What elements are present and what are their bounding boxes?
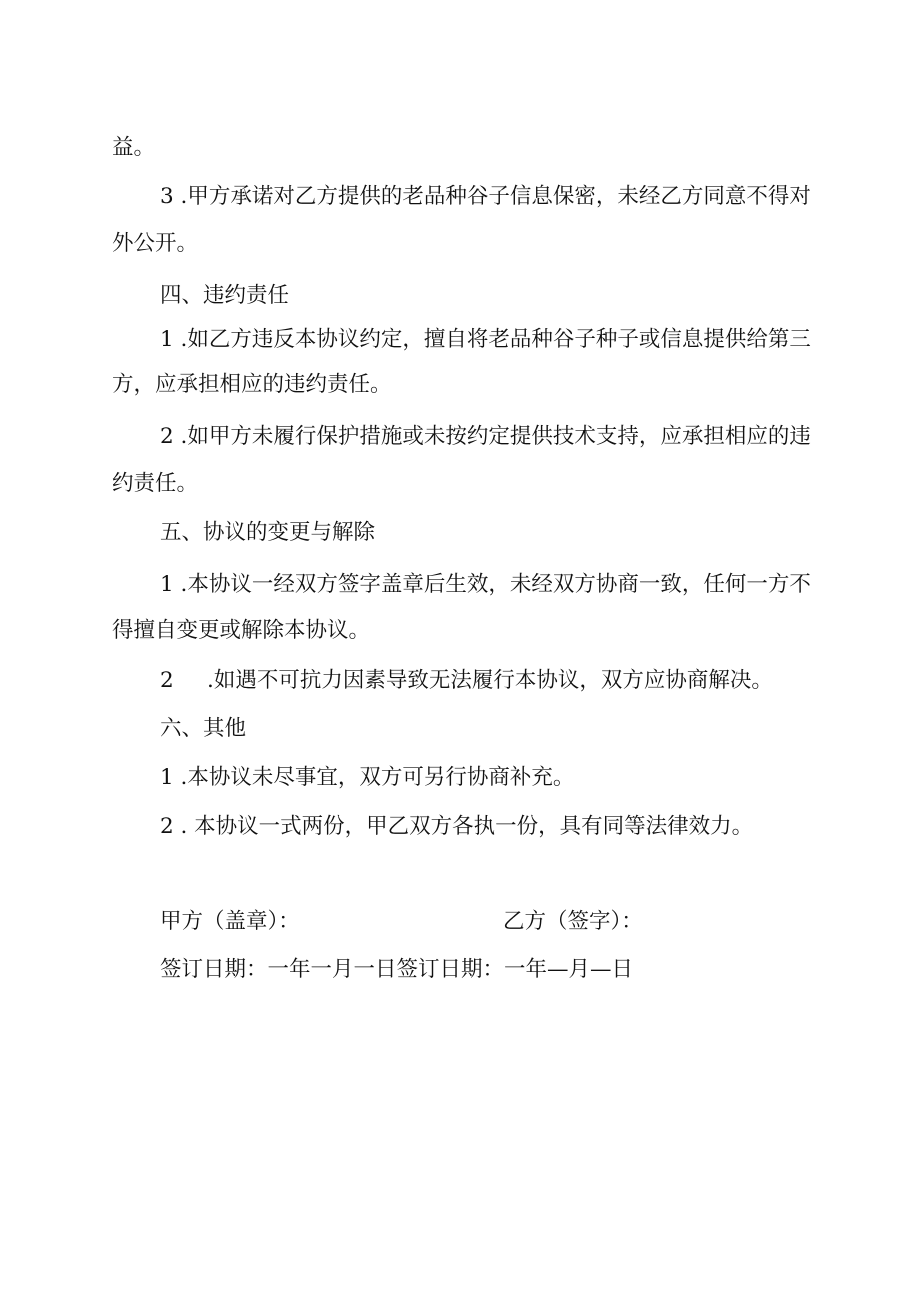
section-5-heading: 五、协议的变更与解除	[160, 520, 376, 545]
previous-clause-tail: 益。	[112, 135, 156, 160]
section-5-item-1-line-1: 1 .本协议一经双方签字盖章后生效，未经双方协商一致，任何一方不	[160, 572, 811, 597]
section-4-item-1-line-1: 1 .如乙方违反本协议约定，擅自将老品种谷子种子或信息提供给第三	[160, 327, 811, 352]
section-5-item-1-line-2: 得擅自变更或解除本协议。	[112, 618, 371, 643]
clause-3-line-2: 外公开。	[112, 231, 199, 256]
section-5-item-2-number: 2	[160, 668, 174, 693]
section-4-heading: 四、违约责任	[160, 283, 290, 308]
section-6-item-1: 1 .本协议未尽事宜，双方可另行协商补充。	[160, 765, 575, 790]
section-5-item-2-text: .如遇不可抗力因素导致无法履行本协议，双方应协商解决。	[207, 668, 773, 693]
section-4-item-2-line-1: 2 .如甲方未履行保护措施或未按约定提供技术支持，应承担相应的违	[160, 424, 811, 449]
clause-3-line-1: 3 .甲方承诺对乙方提供的老品种谷子信息保密，未经乙方同意不得对	[160, 184, 811, 209]
section-4-item-1-line-2: 方，应承担相应的违约责任。	[112, 372, 392, 397]
signing-dates: 签订日期：一年一月一日签订日期：一年—月—日	[160, 957, 634, 982]
party-b-signature-label: 乙方（签字）：	[503, 909, 643, 934]
section-6-heading: 六、其他	[160, 716, 247, 741]
section-6-item-2: 2 . 本协议一式两份，甲乙双方各执一份，具有同等法律效力。	[160, 814, 754, 839]
section-4-item-2-line-2: 约责任。	[112, 471, 199, 496]
party-a-seal-label: 甲方（盖章）：	[160, 909, 300, 934]
